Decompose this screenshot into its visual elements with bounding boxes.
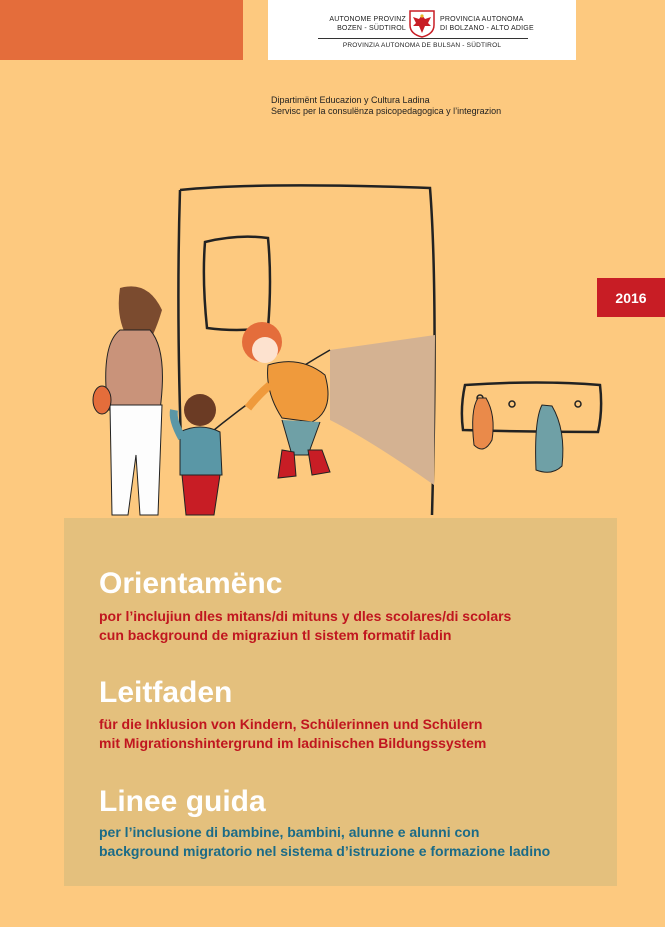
logo-italian-name: PROVINCIA AUTONOMA DI BOLZANO - ALTO ADIGE	[440, 16, 534, 32]
subtitle-ladin-line2: cun background de migraziun tl sistem formatif ladin	[99, 627, 452, 643]
subtitle-italian-line2: background migratorio nel sistema d’istruzione e formazione ladino	[99, 843, 551, 859]
eagle-coat-of-arms-icon	[409, 10, 435, 38]
subtitle-german-line2: mit Migrationshintergrund im ladinischen Bildungssystem	[99, 735, 487, 751]
province-logo	[268, 0, 576, 60]
title-italian: Linee guida	[99, 785, 266, 818]
subtitle-italian-line1: per l’inclusione di bambine, bambini, alunne e alunni con	[99, 824, 480, 840]
door-window	[204, 237, 270, 330]
year-badge: 2016	[597, 278, 665, 317]
title-panel	[64, 518, 617, 886]
logo-german-name: AUTONOME PROVINZ BOZEN - SÜDTIROL	[329, 16, 406, 32]
floor-shadow	[330, 335, 435, 485]
blue-coat	[536, 405, 563, 472]
logo-ladin-name: PROVINZIA AUTONOMA DE BULSAN - SÜDTIROL	[342, 42, 502, 49]
orange-corner-block	[0, 0, 243, 60]
girl-figure	[242, 322, 330, 478]
subtitle-german-line1: für die Inklusion von Kindern, Schülerinnen und Schülern	[99, 716, 483, 732]
department-info	[271, 95, 501, 117]
orange-coat	[473, 398, 493, 449]
title-german: Leitfaden	[99, 676, 233, 709]
cover-illustration	[0, 170, 665, 530]
title-ladin: Orientamënc	[99, 567, 283, 600]
department-name: Dipartimënt Educazion y Cultura Ladina	[271, 95, 430, 105]
mother-figure	[93, 286, 162, 524]
logo-divider	[318, 38, 528, 39]
subtitle-ladin-line1: por l’inclujiun dles mitans/di mituns y dles scolares/di scolars	[99, 608, 512, 624]
service-name: Servisc per la consulënza psicopedagogica y l’integrazion	[271, 106, 502, 116]
